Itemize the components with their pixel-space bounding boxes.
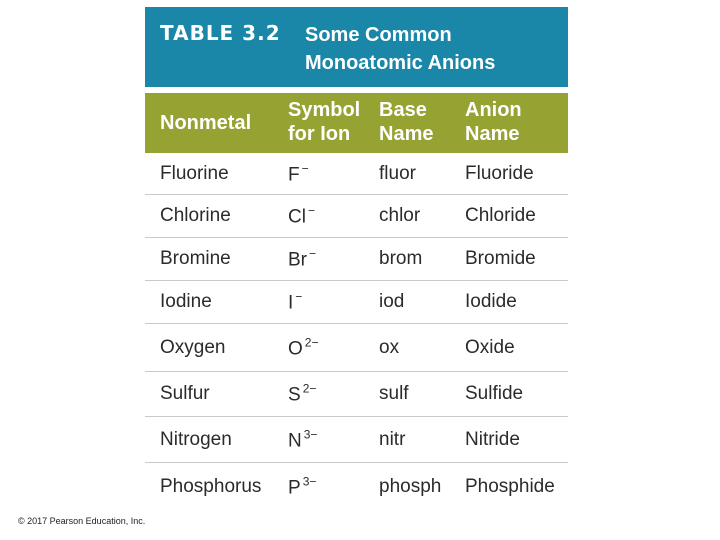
header-base-name: [379, 98, 433, 146]
cell-symbol: [288, 247, 316, 272]
cell-nonmetal: Phosphorus: [160, 476, 262, 497]
cell-symbol: [288, 382, 316, 407]
symbol-text: Br: [288, 249, 307, 271]
table-number: TABLE 3.2: [160, 21, 281, 45]
header-base-line2: Name: [379, 123, 434, 145]
table-row: [145, 324, 568, 372]
cell-symbol: [288, 161, 309, 186]
symbol-text: Cl: [288, 206, 306, 228]
cell-anion: Nitride: [465, 428, 520, 450]
table-row: [145, 417, 568, 463]
symbol-text: O: [288, 338, 303, 359]
charge-superscript: 3−: [303, 427, 318, 441]
header-symbol-line2: for Ion: [288, 123, 351, 145]
table-header-row: [145, 93, 568, 153]
charge-superscript: −: [295, 289, 303, 304]
cell-anion: Sulfide: [465, 383, 524, 404]
header-symbol: [288, 98, 360, 146]
cell-base: sulf: [379, 383, 409, 404]
header-anion-line1: Anion: [465, 99, 522, 121]
charge-superscript: 3−: [302, 474, 317, 489]
charge-superscript: 2−: [302, 381, 317, 396]
cell-anion: Chloride: [465, 205, 536, 226]
header-symbol-line1: Symbol: [288, 99, 361, 121]
cell-anion: Phosphide: [465, 476, 555, 497]
table-row: [145, 463, 568, 511]
cell-base: iod: [379, 291, 405, 312]
cell-symbol: [288, 290, 302, 315]
cell-nonmetal: Sulfur: [160, 383, 210, 404]
cell-nonmetal: Fluorine: [160, 162, 229, 184]
anions-table: [145, 7, 568, 511]
copyright-notice: © 2017 Pearson Education, Inc.: [18, 516, 146, 526]
header-anion-line2: Name: [465, 123, 520, 145]
symbol-text: P: [288, 477, 301, 499]
cell-base: brom: [379, 248, 423, 269]
cell-symbol: [288, 335, 318, 360]
table-title: [305, 21, 555, 77]
cell-base: fluor: [379, 162, 416, 184]
table-row: [145, 238, 568, 281]
cell-symbol: [288, 475, 316, 500]
charge-superscript: −: [309, 246, 317, 261]
table-title-bar: [145, 7, 568, 87]
symbol-text: N: [288, 430, 302, 451]
cell-anion: Oxide: [465, 336, 515, 358]
cell-nonmetal: Oxygen: [160, 336, 226, 358]
cell-base: chlor: [379, 205, 421, 226]
charge-superscript: −: [307, 203, 315, 218]
cell-anion: Bromide: [465, 248, 536, 269]
cell-nonmetal: Iodine: [160, 291, 212, 312]
cell-symbol: [288, 427, 317, 452]
table-row: [145, 372, 568, 417]
cell-symbol: [288, 204, 315, 229]
cell-base: phosph: [379, 476, 442, 497]
cell-nonmetal: Bromine: [160, 248, 231, 269]
table-row: [145, 195, 568, 238]
cell-base: ox: [379, 336, 400, 358]
symbol-text: I: [288, 292, 294, 314]
cell-anion: Iodide: [465, 291, 517, 312]
cell-nonmetal: Nitrogen: [160, 428, 232, 450]
table-row: [145, 281, 568, 324]
table-title-line2: Monoatomic Anions: [305, 52, 496, 74]
charge-superscript: 2−: [304, 335, 319, 349]
cell-nonmetal: Chlorine: [160, 205, 231, 226]
charge-superscript: −: [301, 161, 309, 175]
header-base-line1: Base: [379, 99, 427, 121]
table-row: [145, 153, 568, 195]
cell-anion: Fluoride: [465, 162, 534, 184]
symbol-text: S: [288, 384, 301, 406]
cell-base: nitr: [379, 428, 406, 450]
table-title-line1: Some Common: [305, 24, 452, 46]
symbol-text: F: [288, 164, 300, 185]
header-nonmetal: Nonmetal: [160, 112, 252, 134]
header-anion-name: [465, 98, 522, 146]
